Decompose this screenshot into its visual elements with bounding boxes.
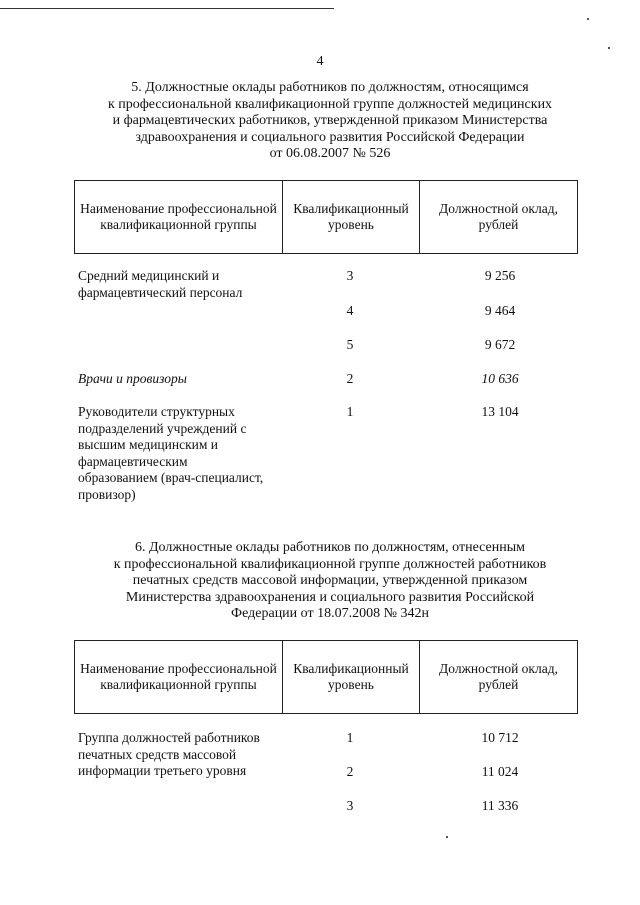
- salary-value: 11 336: [481, 798, 519, 813]
- heading-line: к профессиональной квалификационной группе должностей медицинских: [107, 96, 553, 112]
- group-label: Руководители структурных подразделений учреждений с высшим медицинским и фармацевтическим образованием (врач-специалист, провизор): [78, 404, 264, 502]
- header-salary: Должностной оклад, рублей: [439, 661, 558, 692]
- heading-line: и фармацевтических работников, утвержденной приказом Министерства: [112, 113, 548, 128]
- scan-mark: [446, 836, 448, 838]
- scan-mark: [608, 47, 610, 49]
- qual-level: 2: [346, 764, 354, 779]
- section-5-heading: [60, 80, 600, 163]
- qual-level: 1: [346, 404, 354, 419]
- heading-line: от 06.08.2007 № 526: [269, 146, 391, 161]
- heading-line: к профессиональной квалификационной группе должностей работников: [113, 556, 547, 572]
- salary-value: 9 672: [484, 337, 516, 352]
- qual-level: 3: [346, 798, 354, 813]
- header-qual-level: Квалификационный уровень: [283, 181, 420, 253]
- header-qual-level: Квалификационный уровень: [283, 641, 420, 713]
- qual-level: 5: [346, 337, 354, 352]
- header-salary: Должностной оклад, рублей: [439, 201, 558, 232]
- salary-value: 9 464: [484, 303, 516, 318]
- heading-line: 5. Должностные оклады работников по должностям, относящимся: [131, 80, 529, 95]
- salary-value: 10 636: [481, 371, 519, 386]
- heading-line: 6. Должностные оклады работников по должностям, отнесенным: [134, 540, 525, 555]
- qual-level: 3: [346, 268, 354, 283]
- salary-value: 9 256: [484, 268, 516, 283]
- qual-level: 4: [346, 303, 354, 318]
- heading-line: печатных средств массовой информации, утвержденной приказом: [132, 573, 528, 588]
- qual-level: 2: [346, 371, 354, 386]
- group-label: Средний медицинский и фармацевтический персонал: [78, 268, 243, 300]
- salary-value: 11 024: [481, 764, 519, 779]
- qual-level: 1: [346, 730, 354, 745]
- page-number: 4: [316, 54, 324, 69]
- section-6-table-header: [74, 640, 578, 714]
- section-6-heading: [60, 540, 600, 623]
- scan-mark: [587, 18, 589, 20]
- salary-value: 10 712: [481, 730, 519, 745]
- group-label: Врачи и провизоры: [78, 371, 187, 386]
- top-rule: [0, 8, 334, 9]
- section-5-table-header: [74, 180, 578, 254]
- header-group-name: Наименование профессиональной квалификационной группы: [75, 641, 283, 713]
- heading-line: здравоохранения и социального развития Российской Федерации: [135, 129, 525, 145]
- header-group-name: Наименование профессиональной квалификационной группы: [75, 181, 283, 253]
- salary-value: 13 104: [481, 404, 519, 419]
- heading-line: Федерации от 18.07.2008 № 342н: [231, 606, 429, 621]
- heading-line: Министерства здравоохранения и социального развития Российской: [125, 589, 535, 605]
- group-label: Группа должностей работников печатных средств массовой информации третьего уровня: [78, 730, 260, 778]
